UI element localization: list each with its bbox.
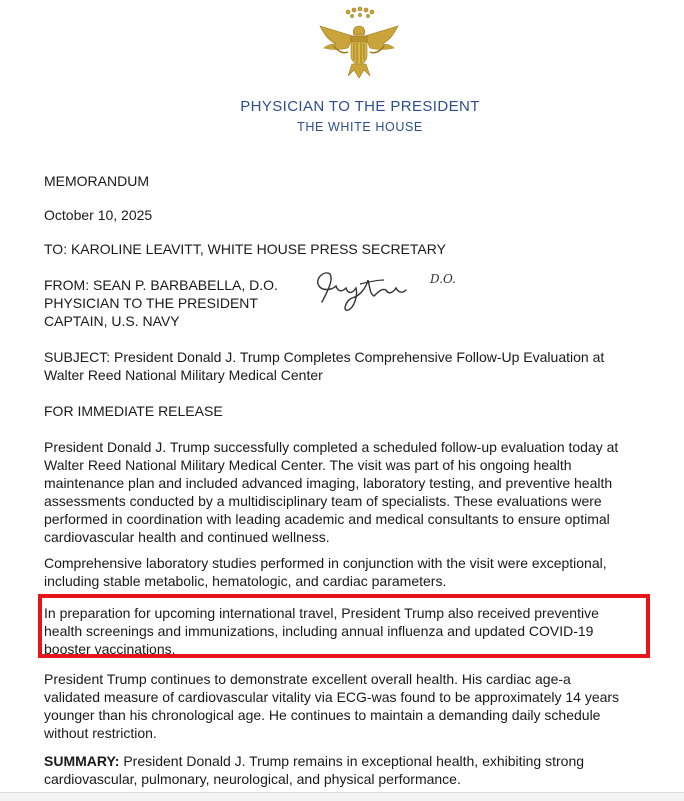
paragraph-summary — [44, 752, 656, 788]
text-line: younger than his chronological age. He continues to maintain a demanding daily schedule — [44, 707, 601, 723]
text-line: cardiovascular health and continued wellness. — [44, 529, 330, 545]
release-label: FOR IMMEDIATE RELEASE — [44, 403, 223, 419]
summary-label: SUMMARY: — [44, 753, 120, 769]
text-line: Walter Reed National Military Medical Center. The visit was part of his ongoing health — [44, 457, 572, 473]
text-line: President Donald J. Trump successfully completed a scheduled follow-up evaluation today at — [44, 439, 619, 455]
memo-from: FROM: SEAN P. BARBABELLA, D.O. — [44, 277, 278, 293]
memo-date: October 10, 2025 — [44, 207, 153, 223]
letterhead-subtitle: THE WHITE HOUSE — [297, 120, 423, 134]
letterhead-title: PHYSICIAN TO THE PRESIDENT — [240, 98, 480, 115]
text-line: without restriction. — [44, 725, 157, 741]
paragraph-health — [44, 670, 656, 742]
text-line: Comprehensive laboratory studies performed in conjunction with the visit were exceptional, — [44, 555, 607, 571]
text-line: performed in coordination with leading academic and medical consultants to ensure optimal — [44, 511, 610, 527]
text-line: President Trump continues to demonstrate excellent overall health. His cardiac age-a — [44, 671, 571, 687]
text-line: including stable metabolic, hematologic, and cardiac parameters. — [44, 573, 447, 589]
paragraph-labs — [44, 554, 656, 590]
signature-suffix: D.O. — [430, 272, 456, 286]
memo-subject-cont: Walter Reed National Military Medical Center — [44, 367, 323, 383]
red-highlight-box — [38, 594, 650, 658]
text-line: maintenance plan and included advanced imaging, laboratory testing, and preventive health — [44, 475, 613, 491]
summary-line — [44, 752, 656, 770]
text-line: health screenings and immunizations, including annual influenza and updated COVID-19 — [44, 623, 594, 639]
presidential-seal-icon — [318, 6, 400, 82]
summary-text: President Donald J. Trump remains in exceptional health, exhibiting strong — [119, 753, 585, 769]
memo-heading: MEMORANDUM — [44, 173, 149, 189]
text-line: In preparation for upcoming international travel, President Trump also received preventive — [44, 605, 599, 621]
memo-to: TO: KAROLINE LEAVITT, WHITE HOUSE PRESS SECRETARY — [44, 241, 446, 257]
memo-from-rank: CAPTAIN, U.S. NAVY — [44, 313, 180, 329]
summary-line-2: cardiovascular, pulmonary, neurological, and physical performance. — [44, 771, 461, 787]
memo-subject: SUBJECT: President Donald J. Trump Completes Comprehensive Follow-Up Evaluation at — [44, 349, 605, 365]
paragraph-evaluation — [44, 438, 656, 546]
text-line: assessments conducted by a multidisciplinary team of specialists. These evaluations were — [44, 493, 602, 509]
memo-from-title: PHYSICIAN TO THE PRESIDENT — [44, 295, 258, 311]
text-line: booster vaccinations. — [44, 641, 176, 657]
text-line: validated measure of cardiovascular vitality via ECG-was found to be approximately 14 years — [44, 689, 620, 705]
